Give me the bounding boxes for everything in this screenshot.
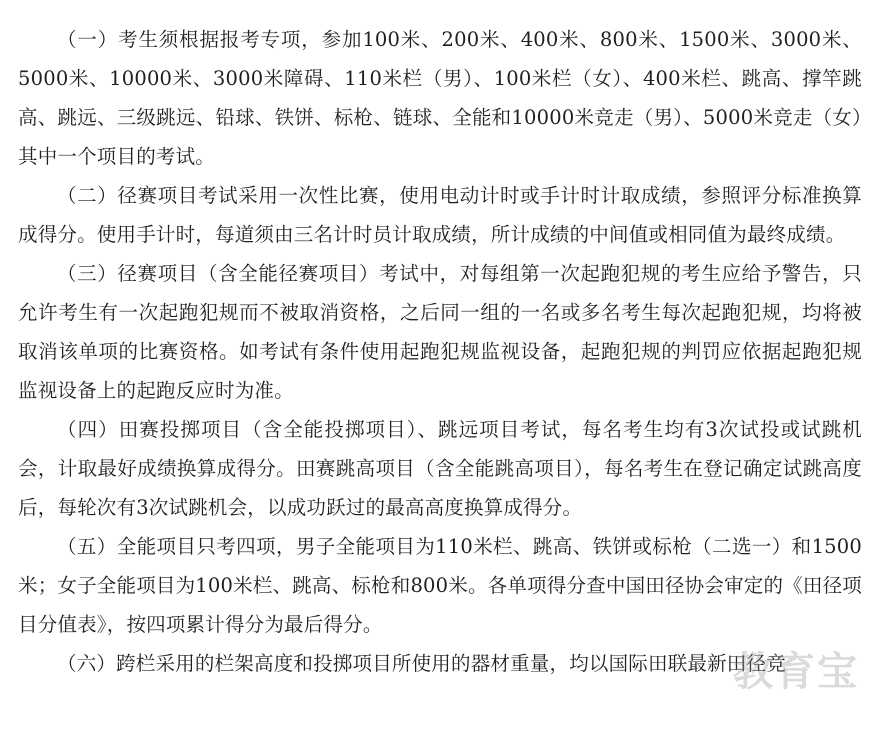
paragraph-2: （二）径赛项目考试采用一次性比赛，使用电动计时或手计时计取成绩，参照评分标准换算成得分。使用手计时，每道须由三名计时员计取成绩，所计成绩的中间值或相同值为最终成绩。 bbox=[18, 184, 862, 246]
paragraph-6: （六）跨栏采用的栏架高度和投掷项目所使用的器材重量，均以国际田联最新田径竞 bbox=[57, 652, 786, 675]
watermark-logo: 教育宝 bbox=[733, 649, 859, 695]
paragraph-4: （四）田赛投掷项目（含全能投掷项目）、跳远项目考试，每名考生均有3次试投或试跳机会，计取最好成绩换算成得分。田赛跳高项目（含全能跳高项目），每名考生在登记确定试跳高度后，每轮次有3次试跳机会，以成功跃过的最高高度换算成得分。 bbox=[18, 418, 862, 519]
document-body bbox=[18, 20, 862, 683]
paragraph-1: （一）考生须根据报考专项，参加100米、200米、400米、800米、1500米、3000米、5000米、10000米、3000米障碍、110米栏（男）、100米栏（女）、400米栏、跳高、撑竿跳高、跳远、三级跳远、铅球、铁饼、标枪、链球、全能和10000米竞走（男）、5000米竞走（女）其中一个项目的考试。 bbox=[18, 28, 862, 168]
bottom-edge-fade bbox=[0, 715, 879, 729]
paragraph-3: （三）径赛项目（含全能径赛项目）考试中，对每组第一次起跑犯规的考生应给予警告，只允许考生有一次起跑犯规而不被取消资格，之后同一组的一名或多名考生每次起跑犯规，均将被取消该单项的比赛资格。如考试有条件使用起跑犯规监视设备，起跑犯规的判罚应依据起跑犯规监视设备上的起跑反应时为准。 bbox=[18, 262, 862, 402]
paragraph-5: （五）全能项目只考四项，男子全能项目为110米栏、跳高、铁饼或标枪（二选一）和1500米；女子全能项目为100米栏、跳高、标枪和800米。各单项得分查中国田径协会审定的《田径项目分值表》，按四项累计得分为最后得分。 bbox=[18, 535, 862, 636]
